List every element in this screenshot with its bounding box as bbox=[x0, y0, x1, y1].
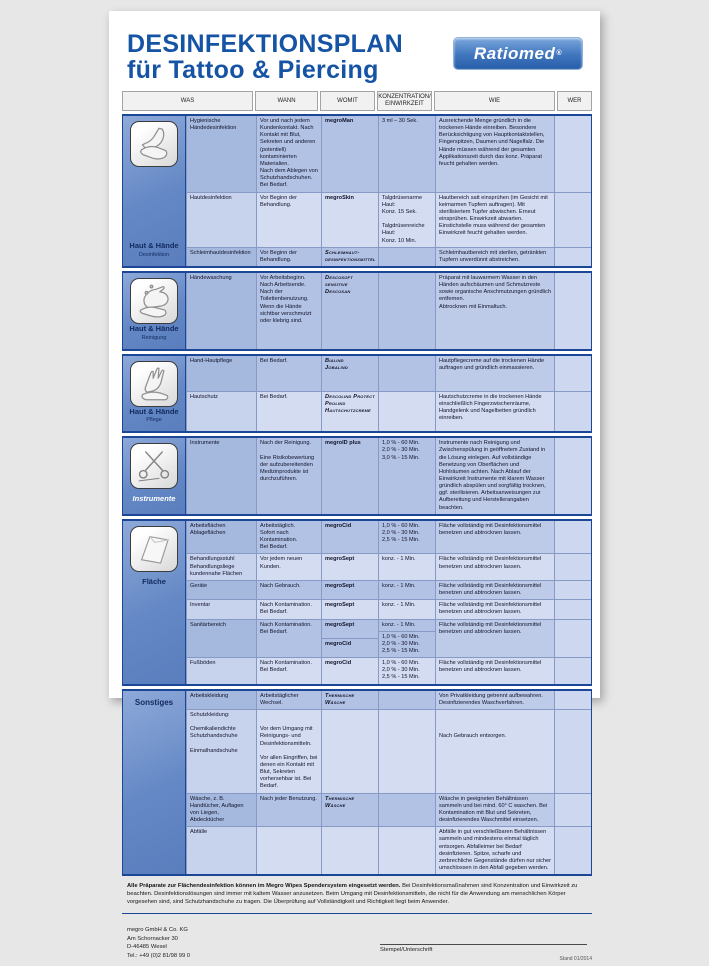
hands-wash-icon bbox=[130, 278, 178, 324]
cell-was: Händewaschung bbox=[186, 273, 256, 349]
group-sonstiges bbox=[123, 691, 186, 875]
header-wie: WIE bbox=[434, 91, 555, 111]
company-line: Am Schornacker 30 bbox=[127, 935, 178, 942]
cell-wann: Nach jeder Benutzung. bbox=[256, 793, 321, 827]
cell-womit bbox=[321, 657, 378, 683]
stand-date: Stand 01/2014 bbox=[559, 955, 592, 962]
cell-konzentration bbox=[378, 273, 435, 349]
cell-wie: Hautpflegecreme auf die trockenen Hände auftragen und gründlich einmassieren. bbox=[435, 356, 554, 391]
cell-wie: Fläche vollständig mit Desinfektionsmittel benetzen und abtrocknen lassen. bbox=[435, 580, 554, 599]
cell-wie: Fläche vollständig mit Desinfektionsmittel benetzen und abtrocknen lassen. bbox=[435, 619, 554, 658]
section-reinigung bbox=[122, 271, 592, 351]
cell-konzentration bbox=[378, 691, 435, 709]
cell-konzentration bbox=[378, 391, 435, 432]
cell-wer bbox=[554, 273, 591, 349]
product-name: megroSept bbox=[325, 556, 355, 563]
cell-was: Instrumente bbox=[186, 438, 256, 514]
group-labels bbox=[135, 698, 173, 708]
cell-wer bbox=[554, 192, 591, 247]
cell-konzentration: 1,0 % - 60 Min. 2,0 % - 30 Min. 3,0 % - 15 Min. bbox=[378, 438, 435, 514]
section-sonstiges bbox=[122, 689, 592, 877]
cell-womit bbox=[321, 826, 378, 874]
cell-was: Fußböden bbox=[186, 657, 256, 683]
product-name: megroMan bbox=[325, 118, 354, 124]
cell-wann: Vor und nach jedem Kundenkontakt. Nach Kontakt mit Blut, Sekreten und anderen (potentiell) kontaminierten Materialien. Nach dem Ablegen von Schutzhandschuhen. Bei Bedarf. bbox=[256, 116, 321, 192]
brand-name: Ratiomed bbox=[473, 43, 556, 63]
footer bbox=[122, 920, 592, 966]
group-label: Sonstiges bbox=[134, 697, 174, 707]
cell-konzentration: 3 ml – 30 Sek. bbox=[378, 116, 435, 192]
group-sublabel: Desinfektion bbox=[138, 251, 170, 258]
cell-wie: Abfälle in gut verschließbaren Behältnissen sammeln und mindestens einmal täglich entsorgen. Abfalleimer bei Bedarf desinfizieren. Spitze, scharfe und zerbrechliche Gegenstände dürfen nur sicher umschlossen in den Abfall gegeben werden. bbox=[435, 826, 554, 874]
cell-wie: Instrumente nach Reinigung und Zwischenspülung in geöffnetem Zustand in die Lösung einlegen. Auf vollständige Benetzung von Oberflächen und Hohlräumen achten. Nach Ablauf der Einwirkzeit Instrumente mit klarem Wasser gründlich abspülen und sorgfältig trocknen, ggf. sterilisieren. Arbeitsanweisungen zur Aufbereitung und Herstellerangaben beachten. bbox=[435, 438, 554, 514]
konzentration-subcell: 1,0 % - 60 Min. 2,0 % - 30 Min. 2,5 % - 15 Min. bbox=[379, 631, 435, 657]
section-flaeche bbox=[122, 519, 592, 686]
cell-wann: Vor Beginn der Behandlung. bbox=[256, 247, 321, 266]
section-instrumente bbox=[122, 436, 592, 516]
cell-wer bbox=[554, 391, 591, 432]
company-line: D-46485 Wesel bbox=[127, 944, 167, 951]
cell-konzentration: konz. - 1 Min. bbox=[378, 553, 435, 579]
cell-wer bbox=[554, 691, 591, 709]
cell-was: Abfälle bbox=[186, 826, 256, 874]
title-line-2: für Tattoo & Piercing bbox=[127, 56, 379, 84]
header-was: WAS bbox=[122, 91, 253, 111]
product-name: megroID plus bbox=[325, 440, 361, 447]
cell-wie: Wäsche in geeigneten Behältnissen sammeln und bei mind. 60° C waschen. Bei Kontamination mit Blut und Sekreten, desinfizierendes Waschmittel einsetzen. bbox=[435, 793, 554, 827]
registered-mark: ® bbox=[556, 50, 563, 57]
cell-womit bbox=[321, 356, 378, 391]
product-name: megroCid bbox=[325, 640, 352, 647]
cell-was: Arbeitskleidung bbox=[186, 691, 256, 709]
cell-wer bbox=[554, 709, 591, 793]
cell-was: Behandlungsstuhl Behandlungsliege kundennahe Flächen bbox=[186, 553, 256, 579]
cell-was: Arbeitsflächen Ablageflächen bbox=[186, 521, 256, 554]
cell-konzentration bbox=[378, 709, 435, 793]
stempel-label: Stempel/Unterschrift bbox=[380, 946, 433, 953]
footnote-rest: Bei Desinfektionsmaßnahmen sind Konzentration und Einwirkzeit zu beachten. Desinfektionslösungen sind immer mit kaltem Wasser anzusetzen. Beim Umgang mit Desinfektionsmitteln, die nicht für die Anwendung am menschlichen Körper vorgesehen sind, sind Schutzhandschuhe zu tragen. Die Überprüfung auf Vollständigkeit und Richtigkeit liegt beim Anwender. bbox=[127, 883, 578, 906]
group-label: Haut & Hände bbox=[129, 323, 179, 333]
cell-wann: Vor jedem neuen Kunden. bbox=[256, 553, 321, 579]
product-name: megroSkin bbox=[325, 194, 354, 201]
cell-wer bbox=[554, 599, 591, 618]
product-name: megroSept bbox=[325, 602, 355, 609]
cell-was: Geräte bbox=[186, 580, 256, 599]
cell-wann: Nach Kontamination. Bei Bedarf. bbox=[256, 619, 321, 658]
cell-konzentration bbox=[378, 793, 435, 827]
section-desinfektion bbox=[122, 114, 592, 268]
cell-wie: Nach Gebrauch entsorgen. bbox=[435, 709, 554, 793]
cell-wann bbox=[256, 826, 321, 874]
group-labels bbox=[133, 494, 176, 504]
footnote-bold: Alle Präparate zur Flächendesinfektion können im Megro Wipes Spendersystem eingesetzt werden. bbox=[127, 883, 401, 890]
surface-icon bbox=[130, 526, 178, 572]
cell-wer bbox=[554, 116, 591, 192]
product-name: Descolind Protect Prolind Hautschutzcreme bbox=[325, 393, 375, 414]
table-header-row bbox=[122, 91, 592, 111]
cell-wie: Fläche vollständig mit Desinfektionsmittel benetzen und abtrocknen lassen. bbox=[435, 599, 554, 618]
cell-was: Wäsche, z. B. Handtücher, Auflagen von Liegen, Abdecktücher bbox=[186, 793, 256, 827]
cell-womit bbox=[321, 619, 378, 658]
cell-wann: Nach Kontamination. Bei Bedarf. bbox=[256, 657, 321, 683]
cell-wie: Schleimhautbereich mit sterilen, getränkten Tupfern unverdünnt abstreichen. bbox=[435, 247, 554, 266]
konzentration-subcell: konz. - 1 Min. bbox=[382, 621, 416, 628]
cell-wie: Fläche vollständig mit Desinfektionsmittel benetzen und abtrocknen lassen. bbox=[435, 553, 554, 579]
company-line: megro GmbH & Co. KG bbox=[127, 926, 188, 933]
cell-womit bbox=[321, 599, 378, 618]
cell-konzentration bbox=[378, 356, 435, 391]
cell-wer bbox=[554, 247, 591, 266]
cell-wer bbox=[554, 793, 591, 827]
cell-wer bbox=[554, 356, 591, 391]
group-sublabel: Reinigung bbox=[141, 334, 167, 341]
cell-womit bbox=[321, 391, 378, 432]
product-name: megroSept bbox=[325, 582, 355, 589]
group-pflege bbox=[123, 356, 186, 432]
womit-subcell bbox=[322, 620, 378, 638]
cell-wann: Nach der Reinigung. Eine Risikobewertung der aufzubereitenden Medizinprodukte ist durchzuführen. bbox=[256, 438, 321, 514]
cell-wer bbox=[554, 826, 591, 874]
cell-konzentration bbox=[378, 826, 435, 874]
cell-wann: Bei Bedarf. bbox=[256, 356, 321, 391]
product-name: Schleimhaut- desinfektionsmittel bbox=[325, 249, 376, 263]
group-label: Fläche bbox=[142, 576, 166, 586]
cell-konzentration: Talgdrüsenarme Haut: Konz. 15 Sek. Talgdrüsenreiche Haut: Konz. 10 Min. bbox=[378, 192, 435, 247]
cell-was: Hautdesinfektion bbox=[186, 192, 256, 247]
cell-wann: Arbeitstäglich. Sofort nach Kontamination. Bei Bedarf. bbox=[256, 521, 321, 554]
cell-womit bbox=[321, 793, 378, 827]
cell-konzentration: konz. - 1 Min. bbox=[378, 580, 435, 599]
group-instrumente bbox=[123, 438, 186, 514]
cell-womit bbox=[321, 521, 378, 554]
cell-was: Hautschutz bbox=[186, 391, 256, 432]
cell-wann: Vor dem Umgang mit Reinigungs- und Desinfektionsmitteln. Vor allen Eingriffen, bei denen ein Kontakt mit Blut, Sekreten vorhersehbar ist. Bei Bedarf. bbox=[256, 709, 321, 793]
cell-wer bbox=[554, 521, 591, 554]
cell-konzentration: konz. - 1 Min. bbox=[378, 599, 435, 618]
cell-wie: Präparat mit lauwarmem Wasser in den Händen aufschäumen und Schmutzreste sowie organische Anschmutzungen gründlich entfernen. Abtrocknen mit Einmaltuch. bbox=[435, 273, 554, 349]
hands-disinfection-icon bbox=[130, 121, 178, 167]
product-name: Thermische Wäsche bbox=[325, 795, 355, 809]
cell-wann: Bei Bedarf. bbox=[256, 391, 321, 432]
ratiomed-logo bbox=[453, 37, 583, 70]
group-flaeche bbox=[123, 521, 186, 684]
cell-konzentration: 1,0 % - 60 Min. 2,0 % - 30 Min. 2,5 % - 15 Min. bbox=[378, 521, 435, 554]
signature-line bbox=[380, 944, 587, 953]
header-wann: WANN bbox=[255, 91, 318, 111]
cell-wer bbox=[554, 580, 591, 599]
cell-was: Schutzkleidung: Chemikaliendichte Schutzhandschuhe Einmalhandschuhe bbox=[186, 709, 256, 793]
title-line-1: DESINFEKTIONSPLAN bbox=[127, 30, 403, 58]
hands-care-icon bbox=[130, 361, 178, 407]
cell-wie: Ausreichende Menge gründlich in die trockenen Hände einreiben. Besondere Berücksichtigung von Hauptkontaktstellen, Fingerspitzen, Daumen und Nagelfalz. Die Hände müssen während der gesamten Applikationszeit durch das konz. Präparat feucht gehalten werden. bbox=[435, 116, 554, 192]
womit-subcell bbox=[322, 638, 378, 657]
product-name: Thermische Wäsche bbox=[325, 692, 355, 706]
product-name: Descosoft sensitive Descosan bbox=[325, 274, 353, 296]
product-name: megroSept bbox=[325, 621, 355, 628]
cell-womit bbox=[321, 438, 378, 514]
cell-womit bbox=[321, 580, 378, 599]
cell-was: Sanitärbereich bbox=[186, 619, 256, 658]
cell-wer bbox=[554, 553, 591, 579]
cell-womit bbox=[321, 709, 378, 793]
cell-wer bbox=[554, 657, 591, 683]
group-label: Haut & Hände bbox=[129, 406, 179, 416]
header-womit: WOMIT bbox=[320, 91, 375, 111]
company-line: Tel.: +49 (0)2 81/98 99 0 bbox=[127, 953, 191, 960]
group-label: Haut & Hände bbox=[129, 241, 179, 251]
cell-wann: Arbeitstäglicher Wechsel. bbox=[256, 691, 321, 709]
cell-womit bbox=[321, 553, 378, 579]
cell-wann: Nach Gebrauch. bbox=[256, 580, 321, 599]
section-pflege bbox=[122, 354, 592, 434]
instruments-icon bbox=[130, 443, 178, 489]
disinfection-table bbox=[122, 114, 590, 876]
cell-konzentration: 1,0 % - 60 Min. 2,0 % - 30 Min. 2,5 % - 15 Min. bbox=[378, 657, 435, 683]
product-name: megroCid bbox=[325, 522, 352, 529]
company-address bbox=[127, 926, 190, 962]
header-wer: WER bbox=[557, 91, 592, 111]
cell-wer bbox=[554, 438, 591, 514]
cell-womit bbox=[321, 247, 378, 266]
cell-womit bbox=[321, 116, 378, 192]
group-labels bbox=[129, 324, 178, 342]
cell-wann: Vor Beginn der Behandlung. bbox=[256, 192, 321, 247]
cell-konzentration bbox=[378, 247, 435, 266]
footnote bbox=[122, 880, 592, 913]
product-name: megroCid bbox=[325, 660, 352, 667]
cell-was: Hand-Hautpflege bbox=[186, 356, 256, 391]
header-konzentration: KONZENTRATION/ EINWIRKZEIT bbox=[377, 91, 432, 111]
cell-wann: Vor Arbeitsbeginn. Nach Arbeitsende. Nach der Toilettenbenutzung. Wenn die Hände sichtbar verschmutzt oder klebrig sind. bbox=[256, 273, 321, 349]
group-desinfektion bbox=[123, 116, 186, 266]
cell-wie: Fläche vollständig mit Desinfektionsmittel benetzen und abtrocknen lassen. bbox=[435, 521, 554, 554]
cell-womit bbox=[321, 691, 378, 709]
cell-konzentration bbox=[378, 619, 435, 658]
cell-wie: Hautschutzcreme in die trockenen Hände einschließlich Fingerzwischenräume, Handgelenk und Nagelbetten gründlich einreiben. bbox=[435, 391, 554, 432]
group-reinigung bbox=[123, 273, 186, 349]
cell-womit bbox=[321, 273, 378, 349]
product-name: Bialind Jobalind bbox=[325, 357, 348, 371]
cell-wie: Hautbereich satt einsprühen (im Gesicht mit keimarmen Tupfern auftragen). Mit sterilisiertem Tupfer abwischen. Erneut einsprühen. Einwirkzeit abwarten. Einstichstelle muss während der gesamten Einwirkzeit feucht gehalten werden. bbox=[435, 192, 554, 247]
cell-wie: Fläche vollständig mit Desinfektionsmittel benetzen und abtrocknen lassen. bbox=[435, 657, 554, 683]
group-labels bbox=[129, 407, 178, 425]
group-sublabel: Pflege bbox=[146, 417, 162, 424]
cell-was: Inventar bbox=[186, 599, 256, 618]
cell-wie: Von Privatkleidung getrennt aufbewahren. Desinfizierendes Waschverfahren. bbox=[435, 691, 554, 709]
cell-wann: Nach Kontamination. Bei Bedarf. bbox=[256, 599, 321, 618]
poster-page bbox=[109, 11, 600, 962]
cell-womit bbox=[321, 192, 378, 247]
group-labels bbox=[142, 577, 166, 587]
cell-was: Hygienische Händedesinfektion bbox=[186, 116, 256, 192]
cell-wer bbox=[554, 619, 591, 658]
group-labels bbox=[129, 241, 178, 259]
group-label: Instrumente bbox=[132, 494, 176, 504]
cell-was: Schleimhautdesinfektion bbox=[186, 247, 256, 266]
